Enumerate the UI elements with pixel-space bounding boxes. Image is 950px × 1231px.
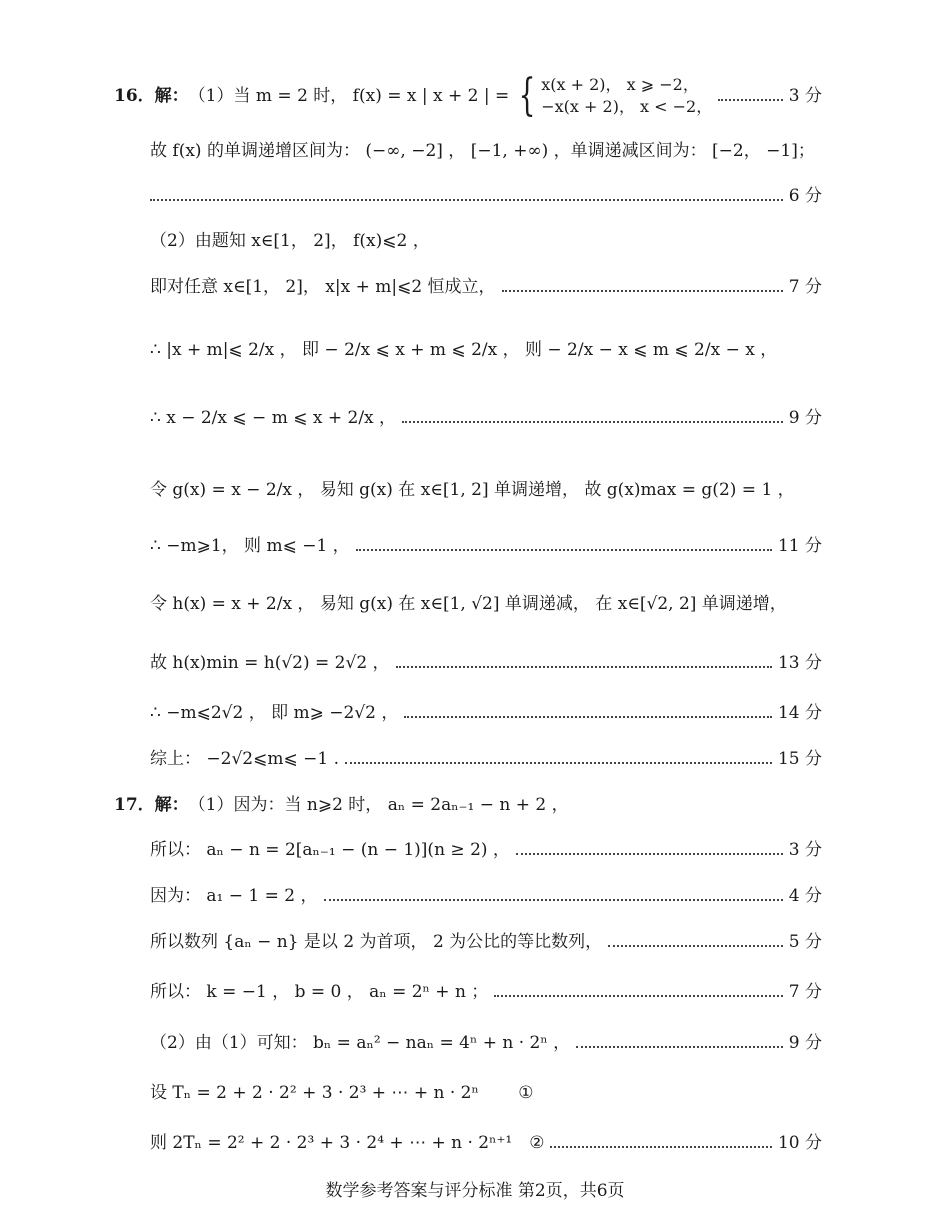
- solution-17-line-1: [114, 793, 822, 817]
- score: 6 分: [788, 186, 822, 206]
- score: 14 分: [777, 703, 822, 723]
- leader-dots: [718, 99, 783, 101]
- line-text: 因为： a₁ − 1 = 2 ，: [150, 886, 318, 906]
- solution-16-line-8: [150, 478, 822, 502]
- line-text: 设 Tₙ = 2 + 2 · 2² + 3 · 2³ + ⋯ + n · 2ⁿ ①: [150, 1083, 534, 1103]
- solution-16-line-6: [150, 338, 822, 362]
- brace-glyph: {: [518, 70, 536, 121]
- problem-label: 17．解：: [114, 795, 189, 815]
- line-text: （1）因为：当 n⩾2 时， aₙ = 2aₙ₋₁ − n + 2 ，: [188, 795, 569, 815]
- score: 4 分: [788, 886, 822, 906]
- leader-dots: [345, 762, 772, 764]
- leader-dots: [150, 199, 783, 201]
- line-text: 综上： −2√2⩽m⩽ −1 .: [150, 749, 339, 769]
- solution-16-line-2: [150, 139, 822, 163]
- solution-17-line-2: [150, 838, 822, 862]
- score: 10 分: [777, 1133, 822, 1153]
- leader-dots: [550, 1146, 771, 1148]
- line-text: （2）由题知 x∈[1， 2]， f(x)⩽2 ，: [150, 231, 430, 251]
- line-text: ∴ |x + m|⩽ 2/x ， 即 − 2/x ⩽ x + m ⩽ 2/x ， 则 − 2/x − x ⩽ m ⩽ 2/x − x ，: [150, 340, 778, 360]
- solution-17-line-3: [150, 884, 822, 908]
- line-text: ∴ −m⩾1， 则 m⩽ −1 ，: [150, 536, 350, 556]
- solution-16-line-9: [150, 534, 822, 558]
- line-text: 故 h(x)min = h(√2) = 2√2 ，: [150, 653, 390, 673]
- score: 3 分: [788, 86, 822, 106]
- line-text: 则 2Tₙ = 2² + 2 · 2³ + 3 · 2⁴ + ⋯ + n · 2ⁿ⁺¹ ②: [150, 1133, 545, 1153]
- solution-17-line-8: [150, 1131, 822, 1155]
- solution-16-line-1: [114, 70, 822, 121]
- leader-dots: [356, 549, 772, 551]
- leader-dots: [404, 716, 772, 718]
- piecewise-function: [513, 70, 713, 121]
- problem-label: 16．解：: [114, 86, 189, 106]
- leader-dots: [396, 666, 772, 668]
- case-1: x(x + 2)， x ⩾ −2，: [541, 75, 699, 94]
- score: 7 分: [788, 277, 822, 297]
- solution-16-line-4: [150, 229, 822, 253]
- solution-16-line-12: [150, 701, 822, 725]
- score: 7 分: [788, 982, 822, 1002]
- line-text: 所以： k = −1 ， b = 0 ， aₙ = 2ⁿ + n ；: [150, 982, 489, 1002]
- leader-dots: [576, 1046, 783, 1048]
- solution-16-line-5: [150, 275, 822, 299]
- line-text: 即对任意 x∈[1， 2]， x|x + m|⩽2 恒成立，: [150, 277, 496, 297]
- solution-17-line-6: [150, 1031, 822, 1055]
- score: 9 分: [788, 1033, 822, 1053]
- line-text: （1）当 m = 2 时， f(x) = x | x + 2 | =: [188, 86, 510, 106]
- case-2: −x(x + 2)， x < −2，: [541, 97, 713, 116]
- leader-dots: [494, 995, 782, 997]
- line-text: （2）由（1）可知： bₙ = aₙ² − naₙ = 4ⁿ + n · 2ⁿ ，: [150, 1033, 571, 1053]
- line-text: 所以： aₙ − n = 2[aₙ₋₁ − (n − 1)](n ≥ 2) ，: [150, 840, 510, 860]
- score: 9 分: [788, 408, 822, 428]
- solution-16-line-11: [150, 651, 822, 675]
- page-footer: 数学参考答案与评分标准 第2页，共6页: [325, 1181, 625, 1201]
- solution-17-line-4: [150, 930, 822, 954]
- score: 11 分: [777, 536, 822, 556]
- line-text: 所以数列 {aₙ − n} 是以 2 为首项， 2 为公比的等比数列，: [150, 932, 603, 952]
- solution-16-line-10: [150, 592, 822, 616]
- line-text: ∴ x − 2/x ⩽ − m ⩽ x + 2/x ，: [150, 408, 397, 428]
- score: 5 分: [788, 932, 822, 952]
- solution-17-line-5: [150, 980, 822, 1004]
- line-text: 令 g(x) = x − 2/x ， 易知 g(x) 在 x∈[1, 2] 单调递增， 故 g(x)max = g(2) = 1 ，: [150, 480, 795, 500]
- leader-dots: [502, 290, 783, 292]
- solution-17-line-7: [150, 1081, 822, 1105]
- score: 15 分: [777, 749, 822, 769]
- leader-dots: [516, 853, 783, 855]
- score: 13 分: [777, 653, 822, 673]
- leader-dots: [608, 945, 783, 947]
- score: 3 分: [788, 840, 822, 860]
- leader-dots: [402, 421, 783, 423]
- line-text: 令 h(x) = x + 2/x ， 易知 g(x) 在 x∈[1, √2] 单调递减， 在 x∈[√2, 2] 单调递增，: [150, 594, 787, 614]
- solution-16-line-3: [150, 184, 822, 208]
- leader-dots: [324, 899, 783, 901]
- line-text: ∴ −m⩽2√2 ， 即 m⩾ −2√2 ，: [150, 703, 399, 723]
- solution-16-line-13: [150, 747, 822, 771]
- solution-16-line-7: [150, 406, 822, 430]
- line-text: 故 f(x) 的单调递增区间为： (−∞, −2] ， [−1, +∞) ，单调递减区间为： [−2， −1]；: [150, 141, 815, 161]
